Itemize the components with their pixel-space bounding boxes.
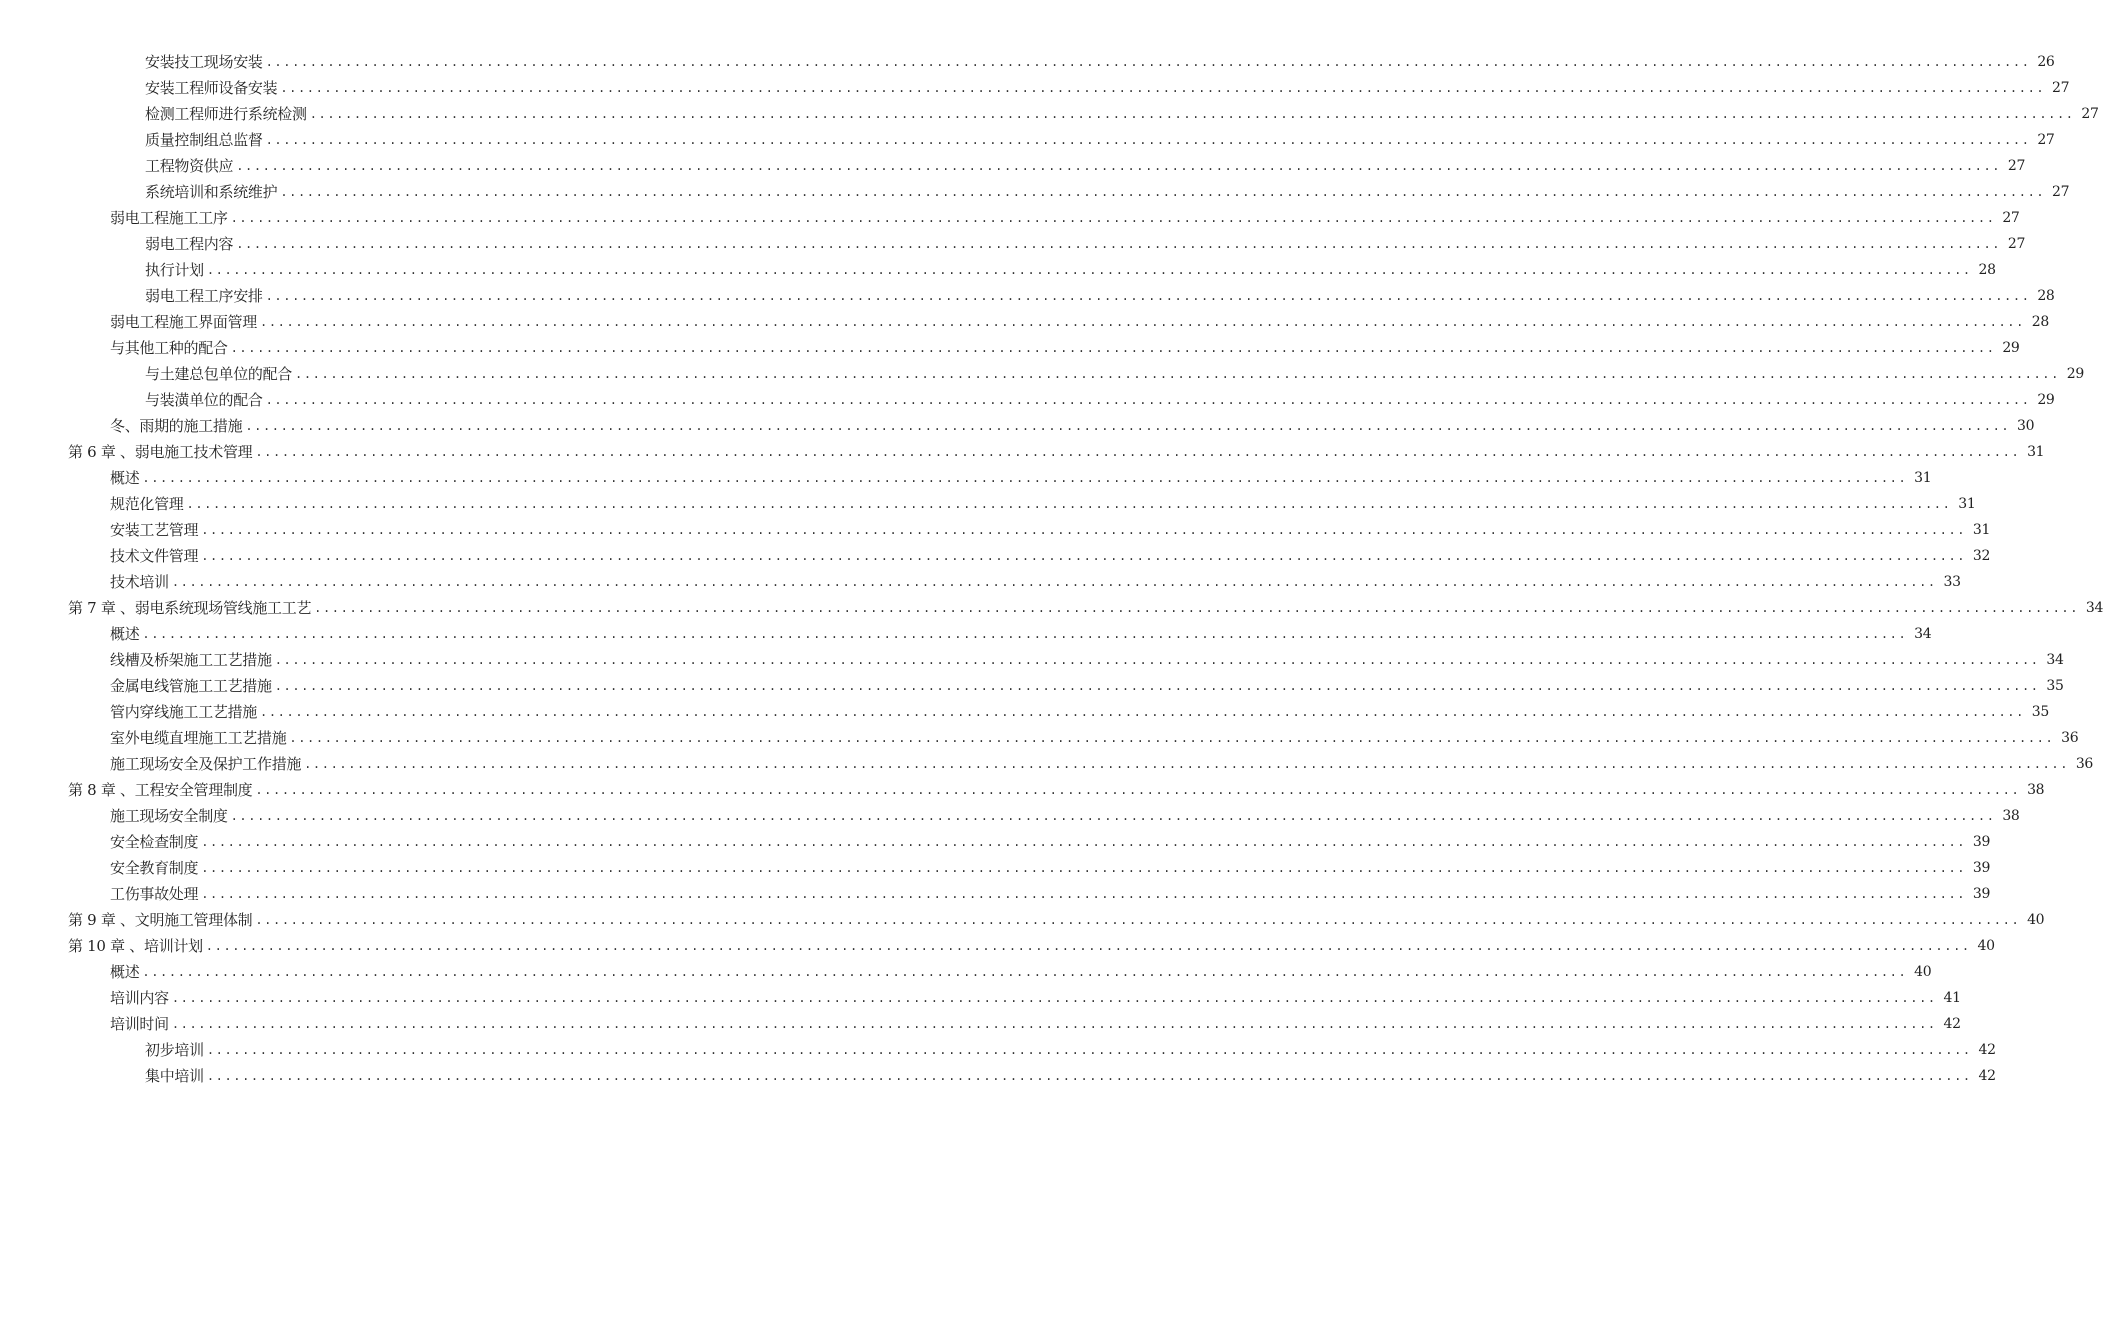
toc-entry-title: 概述: [110, 625, 140, 643]
toc-dot-leader: ........................................................................................................................................................................................................: [255, 913, 2021, 927]
toc-page-number: 27: [2052, 184, 2070, 200]
toc-page-number: 31: [1958, 496, 1976, 512]
toc-dot-leader: ........................................................................................................................................................................................................: [171, 991, 1937, 1005]
toc-page-number: 27: [2007, 158, 2026, 174]
toc-page-number: 32: [1972, 548, 1991, 564]
toc-entry[interactable]: [0, 491, 1976, 517]
toc-page-number: 31: [1914, 470, 1932, 486]
toc-dot-leader: ........................................................................................................................................................................................................: [265, 55, 2031, 69]
toc-entry[interactable]: [0, 205, 2020, 231]
toc-entry-title: 培训时间: [110, 1015, 169, 1033]
toc-dot-leader: ........................................................................................................................................................................................................: [245, 419, 2011, 433]
toc-entry-title: 检测工程师进行系统检测: [145, 105, 307, 123]
toc-dot-leader: ........................................................................................................................................................................................................: [260, 705, 2025, 719]
toc-dot-leader: ........................................................................................................................................................................................................: [206, 1069, 1972, 1083]
toc-entry[interactable]: [0, 699, 2049, 725]
toc-entry[interactable]: [0, 1011, 1961, 1037]
toc-page-number: 26: [2037, 54, 2055, 70]
toc-dot-leader: ........................................................................................................................................................................................................: [265, 133, 2031, 147]
toc-entry-title: 金属电线管施工工艺措施: [110, 677, 272, 695]
toc-entry-title: 工程物资供应: [145, 157, 234, 175]
toc-entry[interactable]: [0, 933, 1995, 959]
toc-entry-title: 工伤事故处理: [110, 885, 199, 903]
toc-dot-leader: ........................................................................................................................................................................................................: [260, 315, 2025, 329]
toc-page-number: 35: [2046, 678, 2064, 694]
toc-entry[interactable]: [0, 101, 2099, 127]
toc-entry-title: 集中培训: [145, 1067, 204, 1085]
toc-page-number: 40: [1977, 938, 1995, 954]
toc-page-number: 28: [2031, 314, 2049, 330]
toc-page-number: 38: [2027, 782, 2045, 798]
toc-dot-leader: ........................................................................................................................................................................................................: [201, 861, 1967, 875]
toc-entry-title: 安全教育制度: [110, 859, 199, 877]
toc-page-number: 29: [2037, 392, 2055, 408]
toc-entry-title: 施工现场安全及保护工作措施: [110, 755, 302, 773]
toc-entry-title: 与其他工种的配合: [110, 339, 228, 357]
toc-page-number: 31: [2027, 444, 2045, 460]
toc-entry[interactable]: [0, 153, 2026, 179]
toc-dot-leader: ........................................................................................................................................................................................................: [265, 289, 2031, 303]
toc-entry-title: 弱电工程施工界面管理: [110, 313, 258, 331]
toc-entry-title: 初步培训: [145, 1041, 204, 1059]
toc-entry-title: 第 8 章 、工程安全管理制度: [68, 781, 253, 799]
toc-dot-leader: ........................................................................................................................................................................................................: [186, 497, 1952, 511]
toc-entry[interactable]: [0, 959, 1932, 985]
toc-page-number: 36: [2075, 756, 2094, 772]
toc-entry[interactable]: [0, 855, 1991, 881]
toc-page-number: 38: [2002, 808, 2020, 824]
toc-page-number: 42: [1978, 1068, 1996, 1084]
toc-dot-leader: ........................................................................................................................................................................................................: [295, 367, 2060, 381]
toc-page-number: 41: [1943, 990, 1961, 1006]
toc-dot-leader: ........................................................................................................................................................................................................: [255, 783, 2021, 797]
toc-dot-leader: ........................................................................................................................................................................................................: [314, 601, 2080, 615]
toc-dot-leader: ........................................................................................................................................................................................................: [304, 757, 2070, 771]
toc-dot-leader: ........................................................................................................................................................................................................: [265, 393, 2031, 407]
toc-entry[interactable]: [0, 1037, 1996, 1063]
toc-entry-title: 系统培训和系统维护: [145, 183, 278, 201]
toc-entry-title: 冬、雨期的施工措施: [110, 417, 243, 435]
toc-entry-title: 技术培训: [110, 573, 169, 591]
toc-dot-leader: ........................................................................................................................................................................................................: [206, 263, 1972, 277]
toc-entry-title: 室外电缆直埋施工工艺措施: [110, 729, 287, 747]
toc-page-number: 40: [2027, 912, 2045, 928]
toc-entry[interactable]: [0, 881, 1991, 907]
toc-page-number: 34: [1914, 626, 1932, 642]
toc-page-number: 29: [2002, 340, 2020, 356]
toc-entry-title: 管内穿线施工工艺措施: [110, 703, 258, 721]
toc-entry-title: 弱电工程内容: [145, 235, 234, 253]
toc-dot-leader: ........................................................................................................................................................................................................: [280, 185, 2046, 199]
toc-entry[interactable]: [0, 257, 1996, 283]
toc-entry[interactable]: [0, 127, 2055, 153]
toc-page-number: 33: [1943, 574, 1961, 590]
toc-entry[interactable]: [0, 413, 2035, 439]
toc-dot-leader: ........................................................................................................................................................................................................: [171, 575, 1937, 589]
toc-entry-title: 第 10 章 、培训计划: [68, 937, 203, 955]
toc-entry-title: 执行计划: [145, 261, 204, 279]
toc-dot-leader: ........................................................................................................................................................................................................: [201, 887, 1967, 901]
toc-page-number: 34: [2046, 652, 2064, 668]
toc-dot-leader: ........................................................................................................................................................................................................: [274, 653, 2040, 667]
toc-dot-leader: ........................................................................................................................................................................................................: [142, 471, 1908, 485]
toc-entry-title: 第 7 章 、弱电系统现场管线施工工艺: [68, 599, 312, 617]
toc-page-number: 30: [2017, 418, 2035, 434]
table-of-contents: [0, 49, 2103, 1089]
toc-entry[interactable]: [0, 647, 2064, 673]
toc-dot-leader: ........................................................................................................................................................................................................: [230, 809, 1996, 823]
toc-dot-leader: ........................................................................................................................................................................................................: [255, 445, 2021, 459]
toc-page-number: 36: [2061, 730, 2079, 746]
toc-entry-title: 安装工程师设备安装: [145, 79, 278, 97]
toc-dot-leader: ........................................................................................................................................................................................................: [201, 523, 1967, 537]
toc-page-number: 42: [1943, 1016, 1961, 1032]
toc-page-number: 28: [2037, 288, 2055, 304]
toc-dot-leader: ........................................................................................................................................................................................................: [236, 237, 2002, 251]
toc-entry[interactable]: [0, 543, 1991, 569]
toc-dot-leader: ........................................................................................................................................................................................................: [205, 939, 1971, 953]
toc-dot-leader: ........................................................................................................................................................................................................: [280, 81, 2046, 95]
toc-entry[interactable]: [0, 439, 2045, 465]
toc-page-number: 42: [1978, 1042, 1996, 1058]
toc-entry[interactable]: [0, 517, 1991, 543]
toc-entry-title: 弱电工程工序安排: [145, 287, 263, 305]
toc-entry-title: 安装技工现场安装: [145, 53, 263, 71]
toc-entry[interactable]: [0, 231, 2026, 257]
toc-entry[interactable]: [0, 179, 2070, 205]
toc-page-number: 40: [1914, 964, 1932, 980]
toc-entry-title: 安装工艺管理: [110, 521, 199, 539]
toc-page-number: 27: [2002, 210, 2020, 226]
toc-page-number: 27: [2037, 132, 2055, 148]
toc-entry[interactable]: [0, 907, 2045, 933]
toc-entry[interactable]: [0, 595, 2103, 621]
toc-dot-leader: ........................................................................................................................................................................................................: [309, 107, 2075, 121]
toc-dot-leader: ........................................................................................................................................................................................................: [274, 679, 2040, 693]
toc-entry[interactable]: [0, 361, 2084, 387]
toc-entry[interactable]: [0, 777, 2045, 803]
toc-entry-title: 弱电工程施工工序: [110, 209, 228, 227]
toc-page-number: 39: [1972, 886, 1991, 902]
toc-page-number: 27: [2081, 106, 2099, 122]
toc-dot-leader: ........................................................................................................................................................................................................: [201, 549, 1967, 563]
toc-entry-title: 安全检查制度: [110, 833, 199, 851]
toc-dot-leader: ........................................................................................................................................................................................................: [289, 731, 2055, 745]
toc-entry[interactable]: [0, 75, 2070, 101]
toc-dot-leader: ........................................................................................................................................................................................................: [230, 341, 1996, 355]
toc-entry-title: 与土建总包单位的配合: [145, 365, 293, 383]
toc-dot-leader: ........................................................................................................................................................................................................: [171, 1017, 1937, 1031]
toc-dot-leader: ........................................................................................................................................................................................................: [206, 1043, 1972, 1057]
toc-page-number: 27: [2052, 80, 2070, 96]
toc-page-number: 39: [1972, 860, 1991, 876]
toc-entry[interactable]: [0, 335, 2020, 361]
toc-entry[interactable]: [0, 569, 1961, 595]
toc-entry[interactable]: [0, 751, 2094, 777]
toc-entry-title: 规范化管理: [110, 495, 184, 513]
toc-entry[interactable]: [0, 985, 1961, 1011]
toc-entry[interactable]: [0, 49, 2055, 75]
toc-entry[interactable]: [0, 725, 2079, 751]
toc-entry[interactable]: [0, 803, 2020, 829]
toc-page-number: 29: [2066, 366, 2084, 382]
toc-entry[interactable]: [0, 387, 2055, 413]
toc-entry[interactable]: [0, 621, 1932, 647]
toc-entry-title: 线槽及桥架施工工艺措施: [110, 651, 272, 669]
toc-entry-title: 技术文件管理: [110, 547, 199, 565]
toc-dot-leader: ........................................................................................................................................................................................................: [142, 627, 1908, 641]
toc-page-number: 35: [2031, 704, 2049, 720]
toc-entry-title: 第 6 章 、弱电施工技术管理: [68, 443, 253, 461]
toc-dot-leader: ........................................................................................................................................................................................................: [201, 835, 1967, 849]
toc-entry[interactable]: [0, 309, 2049, 335]
toc-entry[interactable]: [0, 465, 1932, 491]
toc-dot-leader: ........................................................................................................................................................................................................: [142, 965, 1908, 979]
toc-page-number: 34: [2085, 600, 2103, 616]
toc-entry-title: 培训内容: [110, 989, 169, 1007]
toc-entry-title: 施工现场安全制度: [110, 807, 228, 825]
toc-entry-title: 第 9 章 、文明施工管理体制: [68, 911, 253, 929]
toc-page-number: 28: [1978, 262, 1996, 278]
toc-page-number: 27: [2007, 236, 2026, 252]
toc-page-number: 31: [1972, 522, 1991, 538]
toc-page-number: 39: [1972, 834, 1991, 850]
toc-entry[interactable]: [0, 283, 2055, 309]
toc-entry[interactable]: [0, 673, 2064, 699]
toc-entry[interactable]: [0, 1063, 1996, 1089]
toc-entry[interactable]: [0, 829, 1991, 855]
toc-entry-title: 质量控制组总监督: [145, 131, 263, 149]
toc-entry-title: 概述: [110, 469, 140, 487]
toc-entry-title: 概述: [110, 963, 140, 981]
toc-entry-title: 与装潢单位的配合: [145, 391, 263, 409]
toc-dot-leader: ........................................................................................................................................................................................................: [236, 159, 2002, 173]
toc-dot-leader: ........................................................................................................................................................................................................: [230, 211, 1996, 225]
